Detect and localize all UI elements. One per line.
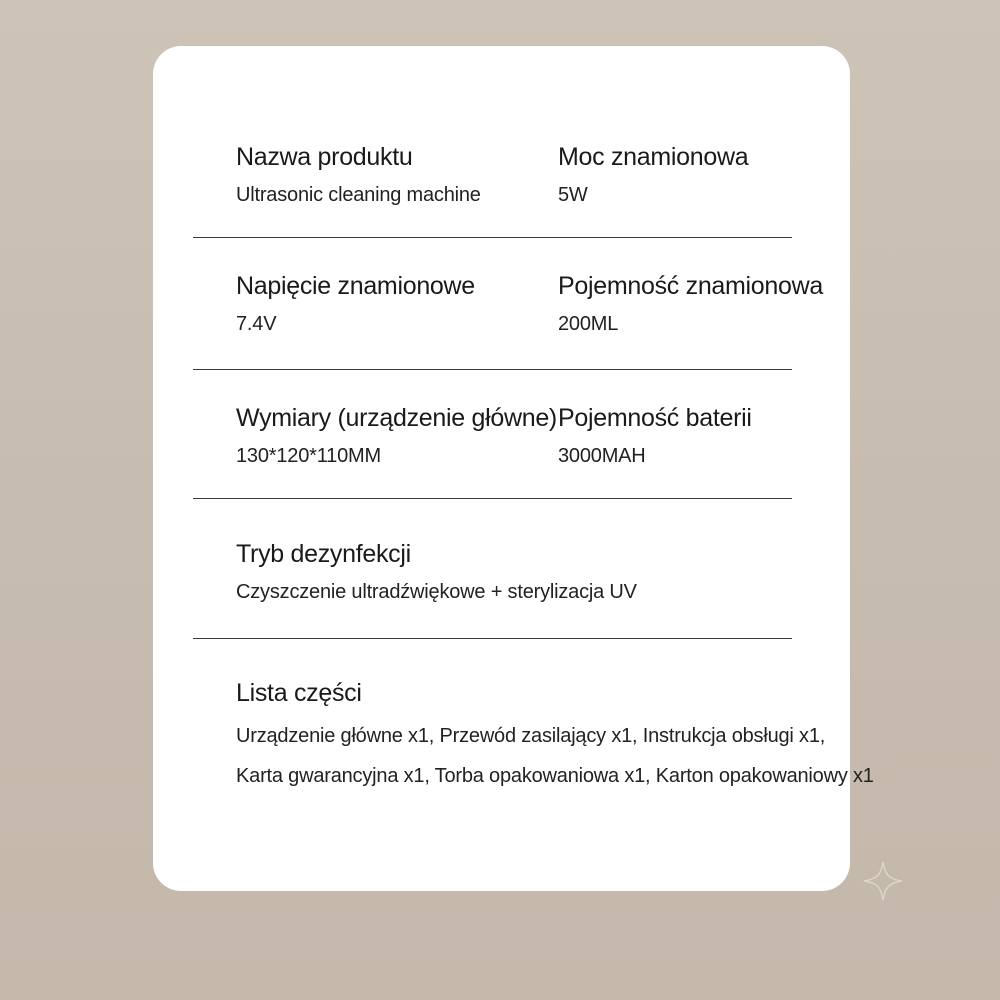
- spec-value: 7.4V: [236, 313, 277, 335]
- spec-value: 5W: [558, 184, 588, 206]
- spec-card: [153, 46, 874, 891]
- divider: [193, 498, 792, 499]
- spec-label: Lista części: [236, 679, 362, 707]
- spec-rated-power: [558, 142, 748, 208]
- spec-disinfection-mode: [236, 539, 637, 605]
- spec-value: 3000MAH: [558, 445, 646, 467]
- spec-dimensions: [236, 403, 557, 469]
- spec-rated-voltage: [236, 271, 475, 337]
- spec-label: Nazwa produktu: [236, 143, 413, 171]
- spec-label: Pojemność znamionowa: [558, 272, 823, 300]
- spec-value: Urządzenie główne x1, Przewód zasilający x1, Instrukcja obsługi x1, Karta gwarancyjna x1, Torba opakowaniowa x1, Karton opakowaniowy x1: [236, 725, 874, 787]
- spec-value: 130*120*110MM: [236, 445, 381, 467]
- spec-label: Napięcie znamionowe: [236, 272, 475, 300]
- spec-label: Pojemność baterii: [558, 404, 752, 432]
- divider: [193, 369, 792, 370]
- spec-label: Moc znamionowa: [558, 143, 749, 171]
- spec-value: Ultrasonic cleaning machine: [236, 184, 481, 206]
- spec-product-name: [236, 142, 481, 208]
- spec-value: 200ML: [558, 313, 619, 335]
- sparkle-icon: [860, 858, 906, 904]
- spec-battery-capacity: [558, 403, 752, 469]
- divider: [193, 638, 792, 639]
- spec-value: Czyszczenie ultradźwiękowe + sterylizacja UV: [236, 581, 637, 603]
- spec-label: Wymiary (urządzenie główne): [236, 404, 557, 432]
- divider: [193, 237, 792, 238]
- spec-rated-capacity: [558, 271, 823, 337]
- spec-label: Tryb dezynfekcji: [236, 540, 411, 568]
- spec-parts-list: [236, 678, 876, 796]
